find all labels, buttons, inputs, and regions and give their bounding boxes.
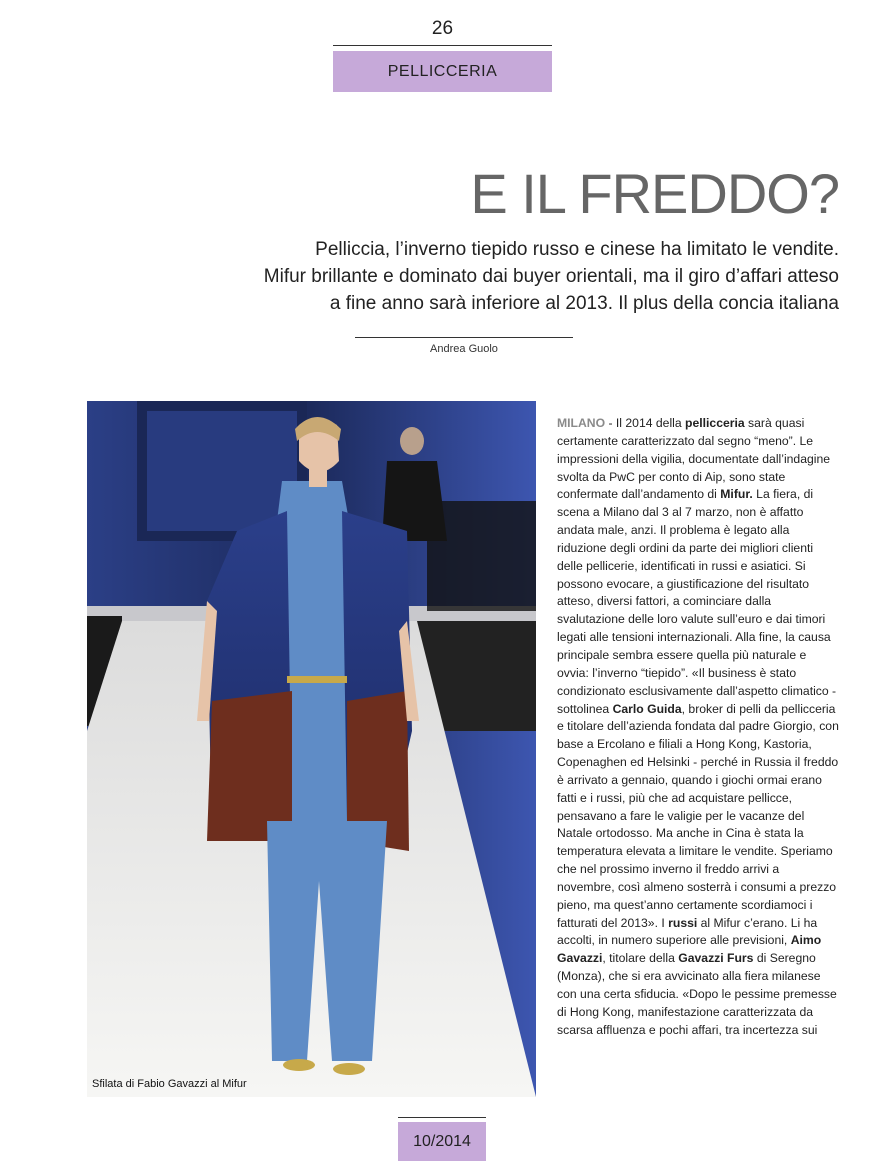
issue-label: 10/2014	[398, 1122, 486, 1161]
article-body	[557, 415, 840, 1040]
photo-caption: Sfilata di Fabio Gavazzi al Mifur	[92, 1078, 247, 1090]
body-run: - Il 2014 della	[605, 416, 686, 430]
byline-rule	[355, 337, 573, 338]
body-run: , titolare della	[602, 951, 679, 966]
body-emphasis: Gavazzi Furs	[678, 951, 754, 966]
section-label: PELLICCERIA	[333, 51, 552, 92]
body-run: di Seregno (Monza), che si era avvicinato alla fiera milanese con una certa sfiducia. «Dopo le pessime premesse di Hong Kong, manifestazione caratterizzata da scarsa affluenza e pochi affari, tra incertezza sui	[557, 951, 837, 1037]
body-paragraph	[557, 415, 840, 1040]
article-title: E IL FREDDO?	[470, 162, 839, 225]
footer-rule	[398, 1117, 486, 1118]
body-run: La fiera, di scena a Milano dal 3 al 7 marzo, non è affatto andata male, anzi. Il problema è legato alla riduzione degli ordini da parte dei migliori clienti delle pellicerie, identificati in russi e asiatici. Si possono evocare, a giustificazione del risultato atteso, diversi fattori, a cominciare dalla svalutazione delle loro valute sull’euro e dai timori legati alle tensioni internazionali. Alla fine, la causa principale sembra essere quella più naturale e ovvia: l’inverno “tiepido”. «Il business è stato condizionato esclusivamente dall’aspetto climatico - sottolinea	[557, 487, 837, 716]
header-rule	[333, 45, 552, 46]
standfirst-line: a fine anno sarà inferiore al 2013. Il plus della concia italiana	[329, 293, 839, 314]
author-byline: Andrea Guolo	[430, 343, 498, 355]
body-emphasis: pellicceria	[685, 416, 745, 430]
body-emphasis: Mifur.	[720, 487, 753, 502]
body-emphasis: Carlo Guida	[612, 701, 682, 716]
body-emphasis: russi	[668, 915, 698, 930]
body-run: sarà quasi certamente caratterizzato dal segno “meno”. Le impressioni della vigilia, documentate dall’indagine svolta da PwC per conto di Aip, sono state confermate dall’andamento di	[557, 416, 831, 502]
body-run: , broker di pelli da pellicceria e titolare dell’azienda fondata dal padre Giorgio, con base a Ercolano e filiali a Hong Kong, Kastoria, Copenaghen ed Helsinki - perché in Russia il freddo è arrivato a gennaio, quando i giochi ormai erano fatti e i russi, più che ad acquistare pellicce, pensavano a fare le valigie per le vacanze del Natale ortodosso. Ma anche in Cina è stata la temperatura elevata a limitare le vendite. Speriamo che nel prossimo inverno il freddo arrivi a novembre, così almeno sosterrà i consumi a prezzo pieno, ma quest’anno certamente scordiamoci i fatturati del 2013». I	[557, 701, 839, 930]
standfirst	[199, 236, 839, 317]
page-number: 26	[431, 18, 454, 39]
standfirst-line: Pelliccia, l’inverno tiepido russo e cinese ha limitato le vendite.	[315, 239, 839, 260]
body-emphasis: Aimo Gavazzi	[557, 933, 822, 966]
standfirst-line: Mifur brillante e dominato dai buyer orientali, ma il giro d’affari atteso	[263, 266, 839, 287]
body-run: al Mifur c’erano. Li ha accolti, in numero superiore alle previsioni,	[557, 915, 818, 948]
dateline: MILANO	[557, 416, 606, 430]
runway-photo	[87, 401, 536, 1097]
